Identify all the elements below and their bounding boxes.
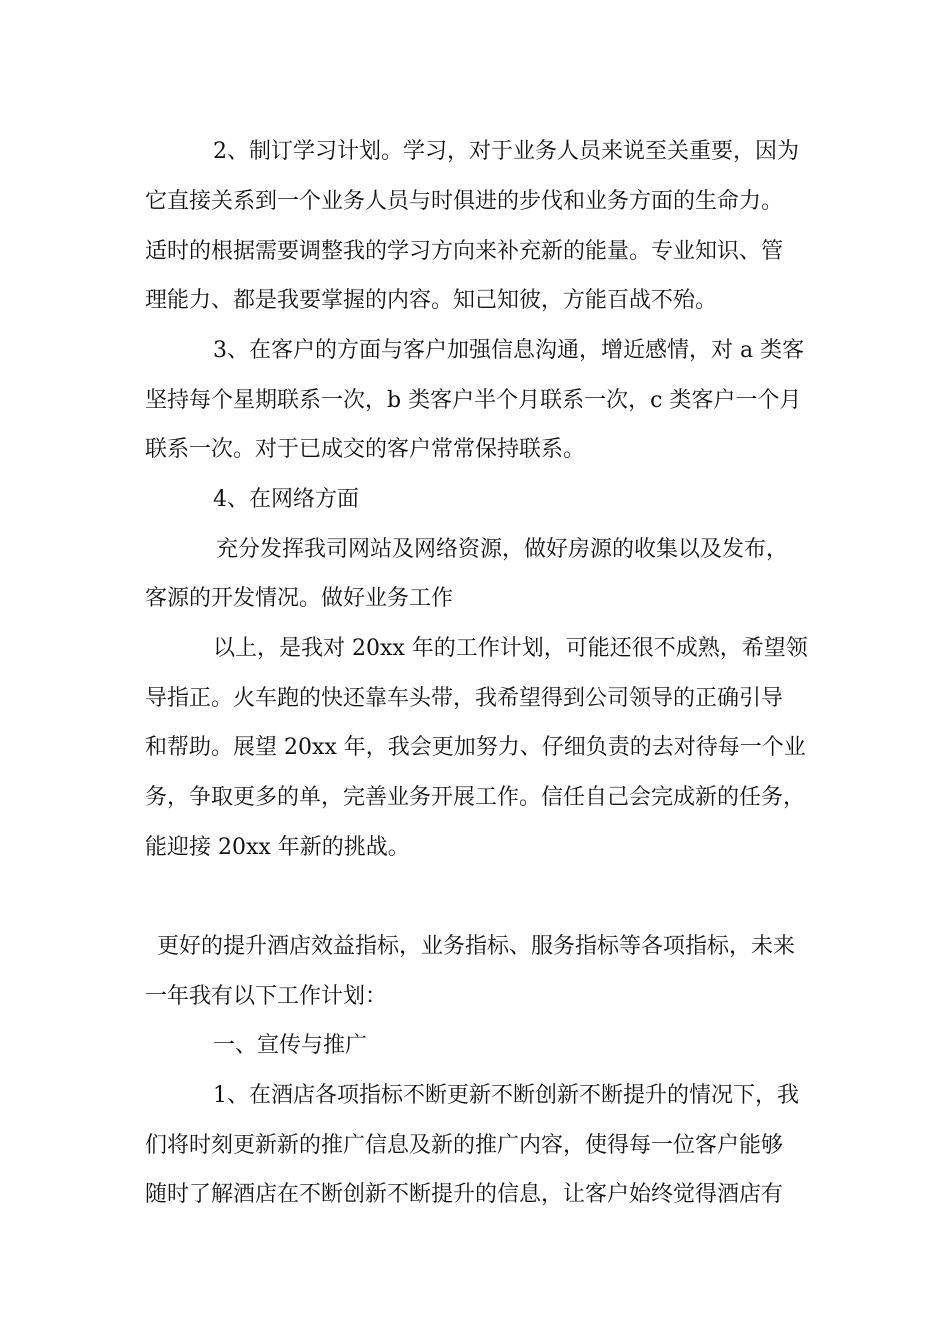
text-line: 2、制订学习计划。学习，对于业务人员来说至关重要，因为 bbox=[213, 139, 799, 164]
text-line: 它直接关系到一个业务人员与时俱进的步伐和业务方面的生命力。 bbox=[145, 189, 784, 214]
text-line: 随时了解酒店在不断创新不断提升的信息，让客户始终觉得酒店有 bbox=[145, 1182, 784, 1207]
text-line: 3、在客户的方面与客户加强信息沟通，增近感情，对 a 类客 bbox=[213, 338, 805, 363]
text-line: 更好的提升酒店效益指标，业务指标、服务指标等各项指标，未来 bbox=[157, 934, 796, 959]
text-line: 充分发挥我司网站及网络资源，做好房源的收集以及发布， bbox=[216, 537, 789, 562]
text-line: 理能力、都是我要掌握的内容。知己知彼，方能百战不殆。 bbox=[145, 288, 718, 313]
text-line: 坚持每个星期联系一次，b 类客户半个月联系一次，c 类客户一个月 bbox=[145, 388, 802, 413]
text-line: 们将时刻更新新的推广信息及新的推广内容，使得每一位客户能够 bbox=[145, 1133, 784, 1158]
text-line: 导指正。火车跑的快还靠车头带，我希望得到公司领导的正确引导 bbox=[145, 686, 784, 711]
text-line: 务，争取更多的单，完善业务开展工作。信任自己会完成新的任务， bbox=[145, 785, 806, 810]
section-heading: 一、宣传与推广 bbox=[213, 1033, 368, 1058]
text-line: 和帮助。展望 20xx 年，我会更加努力、仔细负责的去对待每一个业 bbox=[145, 735, 806, 760]
text-line: 1、在酒店各项指标不断更新不断创新不断提升的情况下，我 bbox=[213, 1083, 799, 1108]
text-line: 以上，是我对 20xx 年的工作计划，可能还很不成熟，希望领 bbox=[213, 636, 808, 661]
section-heading: 4、在网络方面 bbox=[213, 487, 359, 512]
text-line: 能迎接 20xx 年新的挑战。 bbox=[145, 835, 410, 860]
text-line: 客源的开发情况。做好业务工作 bbox=[145, 586, 454, 611]
text-line: 联系一次。对于已成交的客户常常保持联系。 bbox=[145, 437, 586, 462]
text-line: 适时的根据需要调整我的学习方向来补充新的能量。专业知识、管 bbox=[145, 239, 784, 264]
text-line: 一年我有以下工作计划： bbox=[145, 984, 388, 1009]
